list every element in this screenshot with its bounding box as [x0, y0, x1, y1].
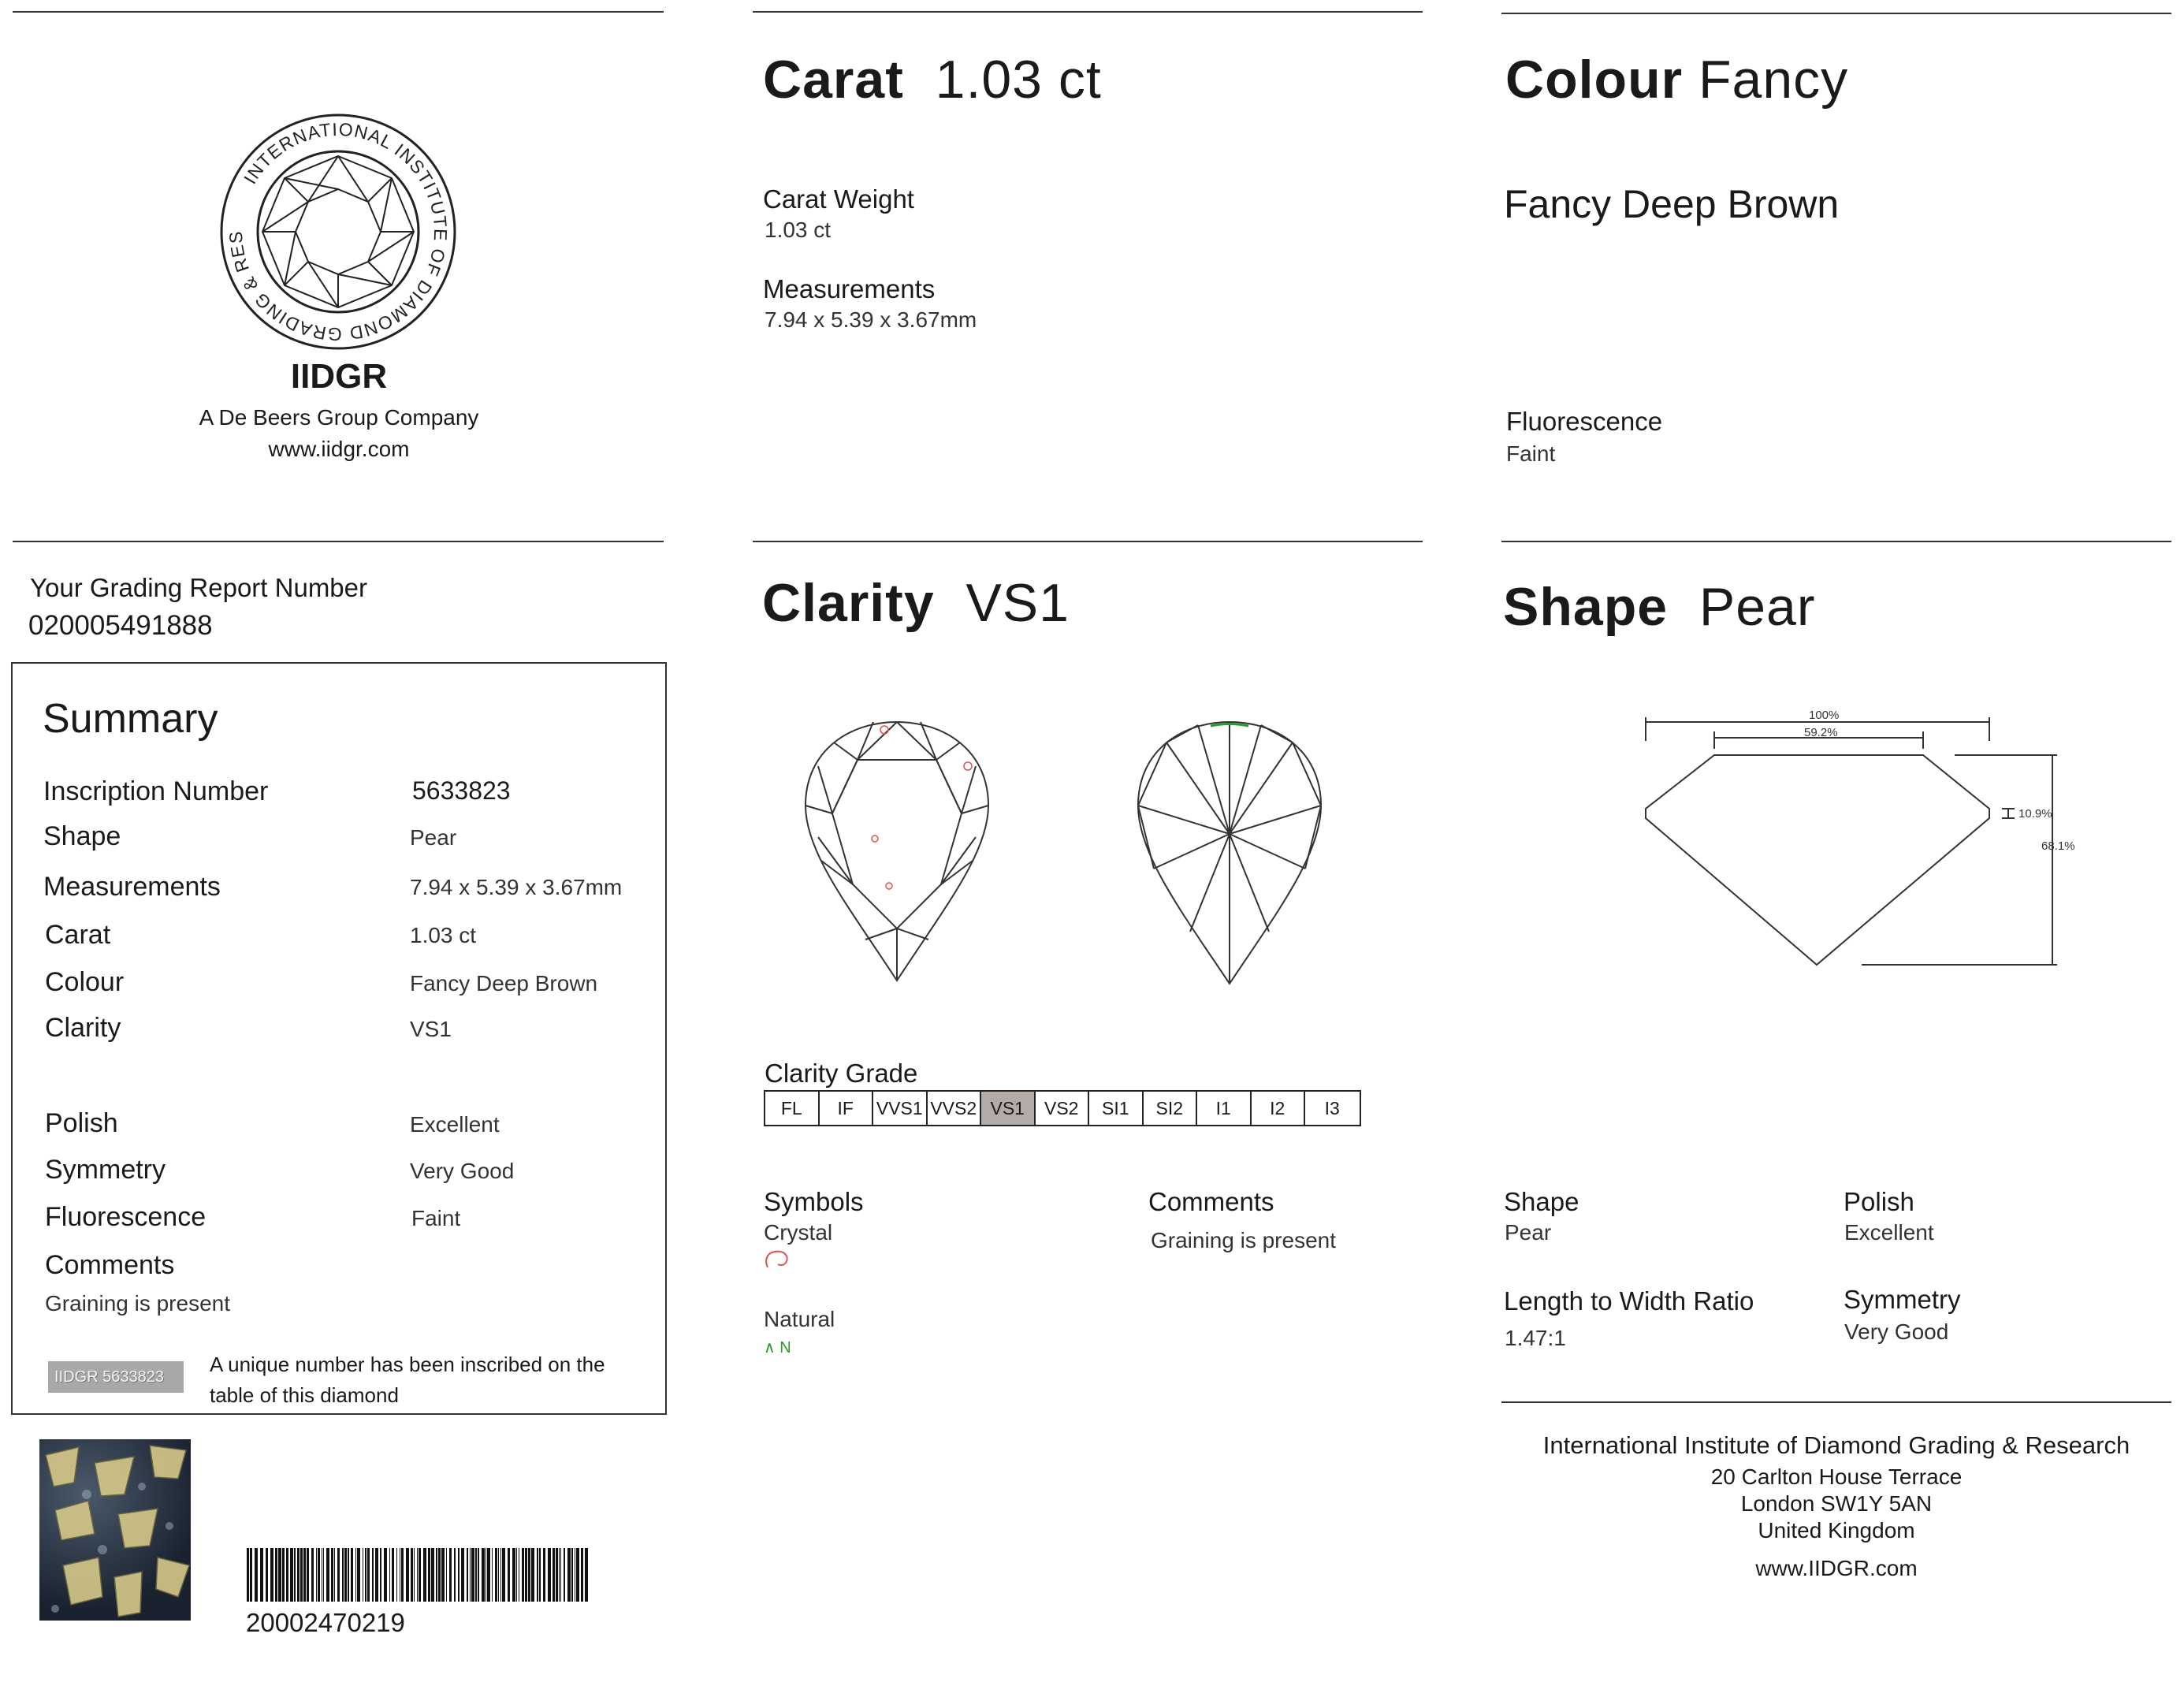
clarity-grade-label: Clarity Grade [765, 1059, 918, 1088]
crystal-icon [764, 1249, 791, 1272]
barcode-bar [581, 1548, 583, 1602]
barcode-bar [585, 1548, 588, 1602]
barcode-bar [389, 1548, 390, 1602]
barcode-bar [318, 1548, 320, 1602]
brand-tagline: A De Beers Group Company [199, 405, 479, 430]
barcode-bar [419, 1548, 421, 1602]
clarity-grade-cell: VVS2 [928, 1092, 982, 1125]
barcode-bar [423, 1548, 426, 1602]
barcode-bar [367, 1548, 370, 1602]
symbols-label: Symbols [764, 1187, 864, 1216]
clarity-grade-cell: SI1 [1089, 1092, 1144, 1125]
summary-key-shape: Shape [43, 821, 121, 851]
barcode-bar [528, 1548, 530, 1602]
barcode-bar [323, 1548, 324, 1602]
address-line2: London SW1Y 5AN [1740, 1491, 1933, 1516]
shape-label: Shape [1504, 1187, 1579, 1216]
barcode [247, 1548, 593, 1602]
barcode-bar [495, 1548, 497, 1602]
barcode-bar [539, 1548, 541, 1602]
security-hologram [39, 1439, 191, 1621]
barcode-bar [337, 1548, 340, 1602]
report-number-label: Your Grading Report Number [30, 573, 368, 602]
barcode-bar [326, 1548, 329, 1602]
profile-depth: 68.1% [2041, 839, 2075, 853]
barcode-bar [270, 1548, 273, 1602]
barcode-bar [492, 1548, 493, 1602]
barcode-bar [396, 1548, 397, 1602]
rule-mid-right [1501, 541, 2171, 542]
barcode-bar [470, 1548, 471, 1602]
summary-value-clarity: VS1 [410, 1017, 452, 1041]
summary-value-fluorescence: Faint [411, 1206, 461, 1230]
proportions-diagram [1639, 709, 2081, 977]
summary-value-symmetry: Very Good [410, 1159, 515, 1183]
barcode-bar [278, 1548, 281, 1602]
barcode-bar [275, 1548, 277, 1602]
barcode-bar [498, 1548, 499, 1602]
barcode-bar [282, 1548, 285, 1602]
barcode-bar [365, 1548, 366, 1602]
barcode-bar [449, 1548, 452, 1602]
barcode-bar [467, 1548, 468, 1602]
ratio-label: Length to Width Ratio [1504, 1286, 1754, 1316]
barcode-bar [537, 1548, 538, 1602]
barcode-bar [401, 1548, 404, 1602]
clarity-grade-cell: IF [820, 1092, 874, 1125]
barcode-bar [255, 1548, 258, 1602]
colour-heading-value: Fancy [1698, 50, 1849, 110]
iidgr-seal-logo [212, 96, 457, 351]
profile-total-width: 100% [1809, 709, 1840, 722]
carat-weight-label: Carat Weight [763, 184, 914, 214]
rule-top-left [13, 11, 664, 13]
symmetry-label: Symmetry [1844, 1285, 1961, 1314]
clarity-plot-crown [802, 719, 992, 984]
barcode-bar [441, 1548, 445, 1602]
summary-comments-value: Graining is present [45, 1291, 231, 1316]
polish-value: Excellent [1844, 1220, 1934, 1245]
carat-heading-key: Carat [763, 50, 904, 110]
barcode-bar [290, 1548, 293, 1602]
clarity-comments-label: Comments [1148, 1187, 1274, 1216]
barcode-bar [286, 1548, 288, 1602]
seal-text: INTERNATIONAL INSTITUTE OF DIAMOND GRADING & RESEARCH [212, 96, 452, 345]
measurements-value: 7.94 x 5.39 x 3.67mm [765, 307, 977, 332]
barcode-bar [357, 1548, 360, 1602]
inscription-note-line2: table of this diamond [210, 1383, 399, 1407]
colour-grade: Fancy Deep Brown [1504, 182, 1840, 226]
clarity-grade-cell: I2 [1252, 1092, 1306, 1125]
polish-label: Polish [1844, 1187, 1914, 1216]
barcode-bar [475, 1548, 477, 1602]
rule-mid-left [13, 541, 664, 542]
barcode-bar [548, 1548, 551, 1602]
summary-key-clarity: Clarity [45, 1013, 121, 1043]
barcode-bar [344, 1548, 347, 1602]
clarity-grade-cell: VS1 [981, 1092, 1036, 1125]
shape-heading-value: Pear [1698, 577, 1816, 637]
barcode-bar [250, 1548, 252, 1602]
barcode-bar [500, 1548, 501, 1602]
summary-key-carat: Carat [45, 920, 111, 950]
summary-comments-label: Comments [45, 1250, 175, 1280]
barcode-bar [446, 1548, 447, 1602]
barcode-bar [512, 1548, 515, 1602]
fluorescence-label: Fluorescence [1506, 407, 1663, 436]
shape-heading-key: Shape [1503, 577, 1669, 637]
shape-value: Pear [1505, 1220, 1552, 1245]
carat-heading [763, 49, 1102, 110]
barcode-bar [348, 1548, 349, 1602]
barcode-bar [531, 1548, 534, 1602]
barcode-bar [431, 1548, 434, 1602]
barcode-bar [487, 1548, 490, 1602]
clarity-grade-cell: VS2 [1036, 1092, 1090, 1125]
barcode-bar [516, 1548, 517, 1602]
profile-table: 59.2% [1804, 726, 1838, 739]
barcode-bar [417, 1548, 418, 1602]
summary-key-colour: Colour [45, 967, 125, 997]
shape-heading [1503, 576, 1816, 638]
barcode-bar [559, 1548, 560, 1602]
colour-heading-key: Colour [1505, 50, 1684, 110]
barcode-bar [375, 1548, 378, 1602]
inscription-badge: IIDGR 5633823 [48, 1361, 184, 1393]
clarity-heading [762, 572, 1070, 634]
brand-url[interactable]: www.iidgr.com [268, 437, 410, 461]
symbol-natural-label: Natural [764, 1307, 835, 1331]
summary-value-polish: Excellent [410, 1112, 500, 1137]
measurements-label: Measurements [763, 274, 936, 303]
symbol-crystal-label: Crystal [764, 1220, 833, 1245]
clarity-grade-cell: VVS1 [873, 1092, 928, 1125]
barcode-bar [294, 1548, 296, 1602]
barcode-bar [266, 1548, 268, 1602]
summary-value-shape: Pear [410, 825, 457, 850]
summary-key-fluorescence: Fluorescence [45, 1202, 206, 1232]
barcode-bar [543, 1548, 545, 1602]
natural-icon: ∧ N [764, 1339, 791, 1356]
barcode-bar [316, 1548, 317, 1602]
clarity-heading-key: Clarity [762, 573, 935, 633]
barcode-bar [260, 1548, 263, 1602]
summary-key-symmetry: Symmetry [45, 1155, 166, 1185]
barcode-bar [392, 1548, 394, 1602]
clarity-heading-value: VS1 [965, 573, 1070, 633]
summary-value-measurements: 7.94 x 5.39 x 3.67mm [410, 875, 623, 899]
rule-top-middle [753, 11, 1423, 13]
address-name: International Institute of Diamond Grading & Research [1542, 1431, 2130, 1459]
rule-address [1501, 1401, 2171, 1403]
barcode-bar [525, 1548, 527, 1602]
barcode-bar [384, 1548, 387, 1602]
barcode-bar [454, 1548, 456, 1602]
carat-weight-value: 1.03 ct [765, 218, 832, 242]
summary-value-colour: Fancy Deep Brown [410, 971, 598, 995]
barcode-bar [331, 1548, 333, 1602]
barcode-bar [355, 1548, 356, 1602]
barcode-bar [303, 1548, 306, 1602]
ratio-value: 1.47:1 [1505, 1326, 1566, 1350]
barcode-bar [342, 1548, 344, 1602]
summary-value-inscription: 5633823 [412, 776, 511, 805]
barcode-bar [522, 1548, 524, 1602]
clarity-plot-pavilion [1135, 719, 1324, 987]
barcode-bar [571, 1548, 573, 1602]
address-line1: 20 Carlton House Terrace [1710, 1464, 1963, 1489]
profile-crown: 10.9% [2018, 807, 2052, 821]
clarity-grade-cell: I3 [1324, 1097, 1340, 1118]
address-url[interactable]: www.IIDGR.com [1755, 1556, 1918, 1580]
barcode-bar [311, 1548, 314, 1602]
barcode-bar [406, 1548, 409, 1602]
barcode-bar [556, 1548, 558, 1602]
barcode-bar [428, 1548, 430, 1602]
barcode-bar [564, 1548, 565, 1602]
barcode-bar [478, 1548, 479, 1602]
barcode-bar [351, 1548, 353, 1602]
summary-title: Summary [43, 696, 218, 742]
report-number: 020005491888 [28, 610, 213, 641]
barcode-bar [560, 1548, 561, 1602]
barcode-bar [471, 1548, 474, 1602]
barcode-bar [508, 1548, 510, 1602]
barcode-bar [414, 1548, 415, 1602]
barcode-bar [438, 1548, 441, 1602]
summary-key-measurements: Measurements [43, 872, 221, 902]
barcode-bar [307, 1548, 309, 1602]
barcode-bar [461, 1548, 464, 1602]
barcode-bar [380, 1548, 381, 1602]
clarity-grade-cell: FL [765, 1092, 820, 1125]
inscription-note-line1: A unique number has been inscribed on the [210, 1353, 605, 1376]
barcode-bar [502, 1548, 505, 1602]
clarity-comments-value: Graining is present [1151, 1228, 1337, 1252]
colour-heading [1505, 49, 1848, 110]
barcode-bar [297, 1548, 300, 1602]
rule-top-right [1501, 13, 2171, 14]
barcode-bar [576, 1548, 579, 1602]
address-line3: United Kingdom [1758, 1518, 1915, 1543]
barcode-bar [247, 1548, 249, 1602]
fluorescence-value: Faint [1506, 441, 1556, 466]
barcode-bar [300, 1548, 303, 1602]
clarity-grade-cell: I1 [1197, 1092, 1252, 1125]
barcode-bar [436, 1548, 437, 1602]
brand-name: IIDGR [290, 357, 388, 396]
symmetry-value: Very Good [1844, 1319, 1949, 1344]
barcode-bar [334, 1548, 335, 1602]
clarity-grade-scale [764, 1090, 1361, 1126]
carat-heading-value: 1.03 ct [935, 50, 1102, 110]
summary-key-polish: Polish [45, 1108, 118, 1138]
barcode-bar [411, 1548, 413, 1602]
barcode-bar [372, 1548, 374, 1602]
rule-mid-middle [753, 541, 1423, 542]
summary-value-carat: 1.03 ct [410, 923, 477, 947]
barcode-bar [458, 1548, 459, 1602]
barcode-bar [482, 1548, 485, 1602]
barcode-number: 20002470219 [246, 1608, 405, 1637]
clarity-grade-cell: SI2 [1144, 1092, 1198, 1125]
summary-key-inscription: Inscription Number [43, 776, 269, 806]
barcode-bar [553, 1548, 555, 1602]
barcode-bar [567, 1548, 571, 1602]
